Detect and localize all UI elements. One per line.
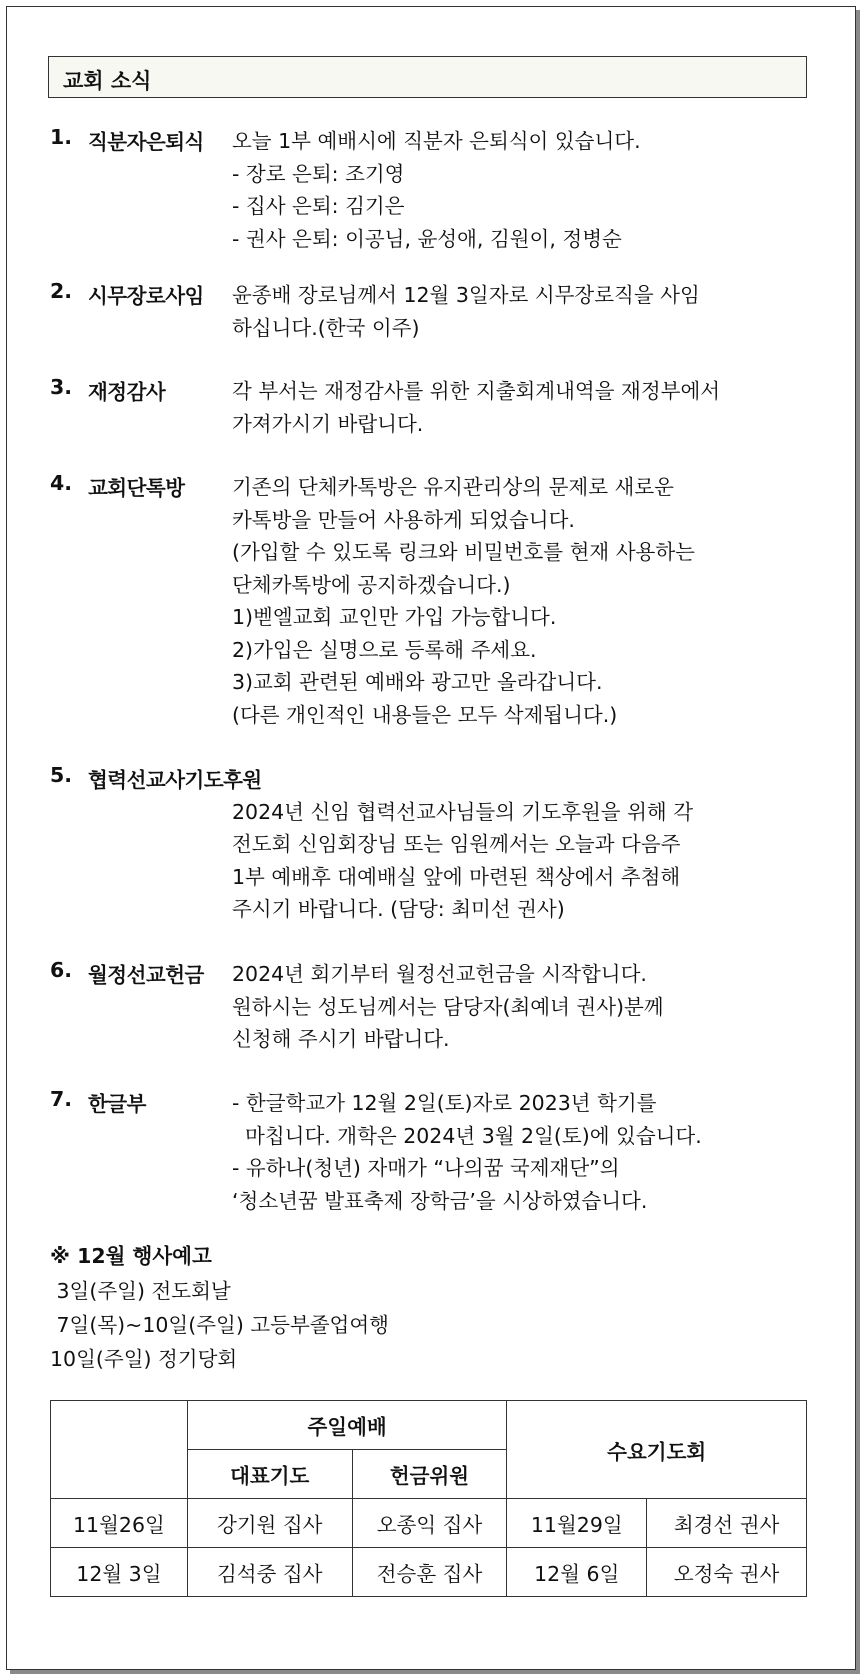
item-body bbox=[232, 279, 865, 344]
item-line: 1)벧엘교회 교인만 가입 가능합니다. bbox=[232, 605, 557, 629]
item-body bbox=[232, 471, 865, 731]
section-header bbox=[48, 56, 807, 98]
item-body bbox=[232, 375, 865, 440]
item-line: 전도회 신임회장님 또는 임원께서는 오늘과 다음주 bbox=[232, 832, 681, 856]
item-body bbox=[232, 1087, 865, 1217]
prayer-cell: 강기원 집사 bbox=[187, 1499, 352, 1548]
item-heading: 월정선교헌금 bbox=[88, 963, 204, 987]
item-number: 4. bbox=[50, 471, 73, 495]
item-line: 오늘 1부 예배시에 직분자 은퇴식이 있습니다. bbox=[232, 129, 641, 153]
item-line: 1부 예배후 대예배실 앞에 마련된 책상에서 추첨해 bbox=[232, 864, 681, 889]
item-heading: 직분자은퇴식 bbox=[88, 130, 204, 154]
item-line: 각 부서는 재정감사를 위한 지출회계내역을 재정부에서 bbox=[232, 379, 721, 403]
item-line: 기존의 단체카톡방은 유지관리상의 문제로 새로운 bbox=[232, 475, 674, 499]
date-cell: 11월26일 bbox=[51, 1499, 188, 1548]
wednesday-prayer-header: 수요기도회 bbox=[507, 1401, 807, 1499]
item-line: 2024년 신임 협력선교사님들의 기도후원을 위해 각 bbox=[232, 799, 694, 824]
item-heading: 재정감사 bbox=[88, 380, 166, 404]
item-line: (다른 개인적인 내용들은 모두 삭제됩니다.) bbox=[232, 702, 618, 727]
item-number: 6. bbox=[50, 958, 73, 982]
item-number: 5. bbox=[50, 763, 73, 787]
item-line: 윤종배 장로님께서 12월 3일자로 시무장로직을 사임 bbox=[232, 283, 700, 307]
item-heading: 교회단톡방 bbox=[88, 476, 185, 500]
item-line: 원하시는 성도님께서는 담당자(최예녀 권사)분께 bbox=[232, 994, 664, 1019]
schedule-entry: 3일(주일) 전도회날 bbox=[50, 1279, 231, 1303]
offering-cell: 전승훈 집사 bbox=[352, 1548, 507, 1597]
item-number: 2. bbox=[50, 279, 73, 303]
item-number: 7. bbox=[50, 1087, 73, 1111]
table-corner-cell bbox=[51, 1401, 188, 1499]
item-line: 마칩니다. 개학은 2024년 3월 2일(토)에 있습니다. bbox=[232, 1123, 702, 1148]
table-row bbox=[51, 1499, 807, 1548]
duty-table bbox=[50, 1400, 807, 1597]
item-heading: 시무장로사임 bbox=[88, 284, 204, 308]
section-title: 교회 소식 bbox=[63, 69, 152, 93]
item-body bbox=[232, 958, 865, 1056]
item-line: 신청해 주시기 바랍니다. bbox=[232, 1027, 450, 1051]
representative-prayer-header: 대표기도 bbox=[187, 1450, 352, 1499]
wednesday-date-cell: 12월 6일 bbox=[507, 1548, 647, 1597]
item-heading: 협력선교사기도후원 bbox=[88, 768, 262, 792]
item-line: 단체카톡방에 공지하겠습니다.) bbox=[232, 572, 511, 597]
item-line: - 유하나(청년) 자매가 “나의꿈 국제재단”의 bbox=[232, 1156, 620, 1180]
date-cell: 12월 3일 bbox=[51, 1548, 188, 1597]
schedule-entry: 10일(주일) 정기당회 bbox=[50, 1347, 238, 1371]
item-line: ‘청소년꿈 발표축제 장학금’을 시상하였습니다. bbox=[232, 1188, 648, 1213]
item-line: - 집사 은퇴: 김기은 bbox=[232, 194, 405, 218]
item-line: - 장로 은퇴: 조기영 bbox=[232, 161, 405, 186]
item-number: 3. bbox=[50, 375, 73, 399]
offering-committee-header: 헌금위원 bbox=[352, 1450, 507, 1499]
wednesday-date-cell: 11월29일 bbox=[507, 1499, 647, 1548]
item-number: 1. bbox=[50, 125, 73, 149]
item-line: 주시기 바랍니다. (담당: 최미선 권사) bbox=[232, 897, 565, 921]
item-line: 2024년 회기부터 월정선교헌금을 시작합니다. bbox=[232, 962, 647, 986]
item-heading: 한글부 bbox=[88, 1092, 146, 1116]
item-line: 3)교회 관련된 예배와 광고만 올라갑니다. bbox=[232, 670, 603, 694]
schedule-title: ※ 12월 행사예고 bbox=[50, 1244, 212, 1268]
offering-cell: 오종익 집사 bbox=[352, 1499, 507, 1548]
item-line: 카톡방을 만들어 사용하게 되었습니다. bbox=[232, 507, 575, 532]
item-line: 하십니다.(한국 이주) bbox=[232, 315, 420, 340]
wednesday-leader-cell: 오정숙 권사 bbox=[647, 1548, 807, 1597]
item-line: 가져가시기 바랍니다. bbox=[232, 411, 424, 436]
table-row bbox=[51, 1548, 807, 1597]
sunday-service-header: 주일예배 bbox=[187, 1401, 507, 1450]
item-body bbox=[232, 763, 865, 926]
item-body bbox=[232, 125, 865, 255]
prayer-cell: 김석중 집사 bbox=[187, 1548, 352, 1597]
item-line: - 권사 은퇴: 이공님, 윤성애, 김원이, 정병순 bbox=[232, 226, 622, 251]
item-line: - 한글학교가 12월 2일(토)자로 2023년 학기를 bbox=[232, 1091, 657, 1115]
event-schedule bbox=[50, 1238, 389, 1376]
item-line bbox=[232, 763, 865, 796]
item-line: (가입할 수 있도록 링크와 비밀번호를 현재 사용하는 bbox=[232, 540, 695, 564]
wednesday-leader-cell: 최경선 권사 bbox=[647, 1499, 807, 1548]
item-line: 2)가입은 실명으로 등록해 주세요. bbox=[232, 637, 537, 662]
schedule-entry: 7일(목)~10일(주일) 고등부졸업여행 bbox=[50, 1313, 389, 1337]
